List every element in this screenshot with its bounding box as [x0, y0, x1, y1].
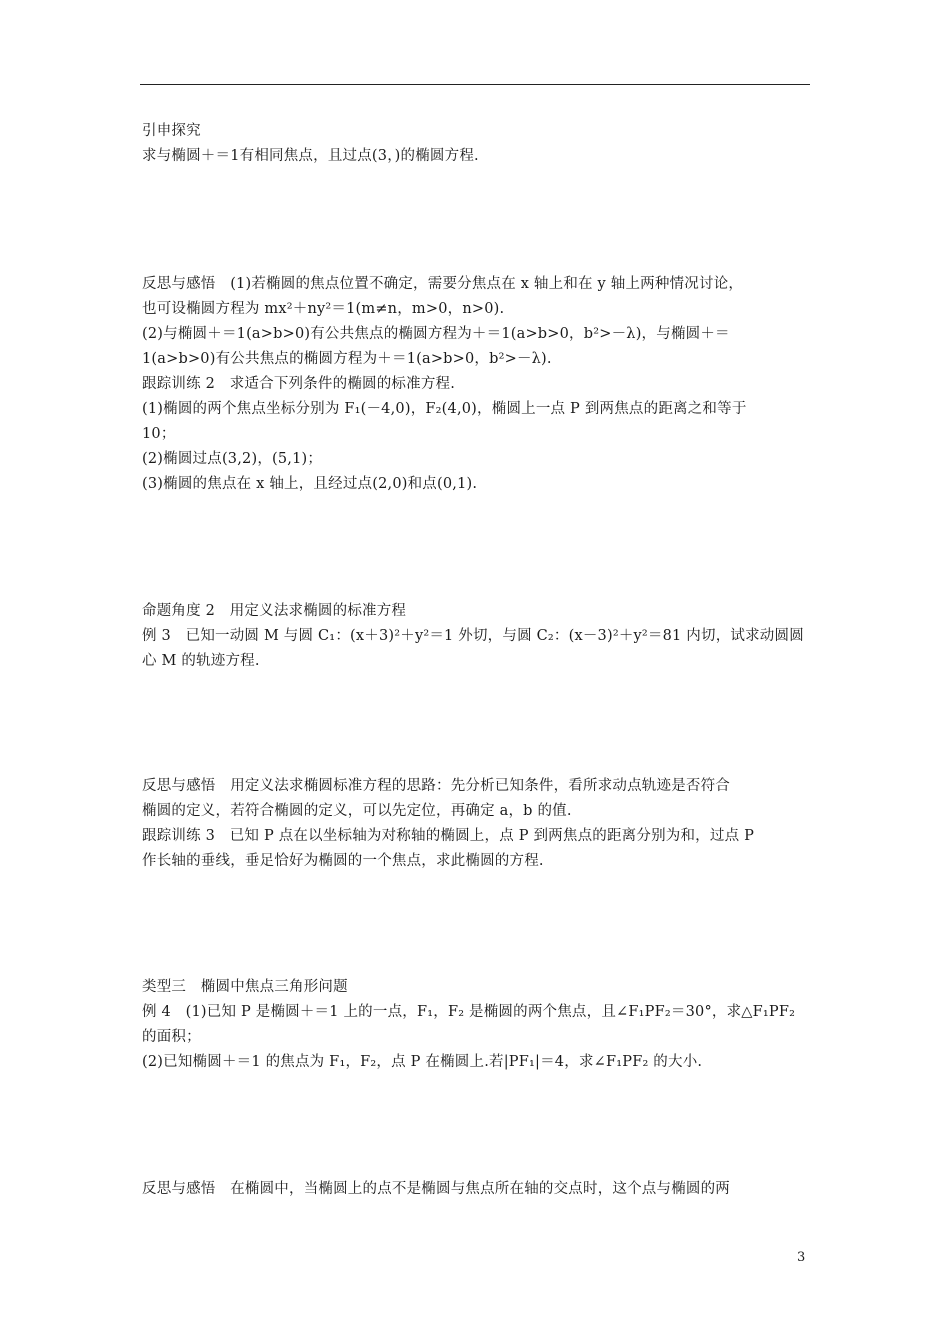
example-4-line-2: 的面积；	[142, 1029, 201, 1045]
training-3-line-1: 跟踪训练 3 已知 P 点在以坐标轴为对称轴的椭圆上，点 P 到两焦点的距离分别为和，过点 P	[142, 828, 755, 844]
reflection-1-line-2: 也可设椭圆方程为 mx²＋ny²＝1(m≠n，m>0，n>0).	[142, 301, 505, 317]
reflection-1-line-1: 反思与感悟 (1)若椭圆的焦点位置不确定，需要分焦点在 x 轴上和在 y 轴上两种情况讨论，	[142, 276, 744, 292]
training-2-line-2: (1)椭圆的两个焦点坐标分别为 F₁(－4,0)，F₂(4,0)，椭圆上一点 P 到两焦点的距离之和等于	[142, 401, 747, 417]
training-2-line-4: (2)椭圆过点(3,2)，(5,1)；	[142, 451, 323, 467]
example-3-line-2: 心 M 的轨迹方程.	[142, 653, 260, 669]
training-3-line-2: 作长轴的垂线，垂足恰好为椭圆的一个焦点，求此椭圆的方程.	[142, 853, 544, 869]
reflection-1-line-4: 1(a>b>0)有公共焦点的椭圆方程为＋＝1(a>b>0，b²>－λ).	[142, 351, 552, 367]
reflection-1-line-3: (2)与椭圆＋＝1(a>b>0)有公共焦点的椭圆方程为＋＝1(a>b>0，b²>－λ)，与椭圆＋＝	[142, 326, 730, 342]
reflection-2-line-1: 反思与感悟 用定义法求椭圆标准方程的思路：先分析已知条件，看所求动点轨迹是否符合	[142, 778, 730, 794]
training-2-line-5: (3)椭圆的焦点在 x 轴上，且经过点(2,0)和点(0,1).	[142, 476, 478, 492]
training-2-heading: 跟踪训练 2 求适合下列条件的椭圆的标准方程.	[142, 376, 456, 392]
example-4-line-3: (2)已知椭圆＋＝1 的焦点为 F₁，F₂，点 P 在椭圆上.若|PF₁|＝4，求∠F₁PF₂ 的大小.	[142, 1054, 703, 1070]
reflection-2-line-2: 椭圆的定义，若符合椭圆的定义，可以先定位，再确定 a，b 的值.	[142, 803, 572, 819]
extend-heading: 引申探究	[142, 123, 201, 139]
example-4-line-1: 例 4 (1)已知 P 是椭圆＋＝1 上的一点，F₁，F₂ 是椭圆的两个焦点，且∠F₁PF₂＝30°，求△F₁PF₂	[142, 1004, 796, 1020]
header-rule	[140, 84, 810, 85]
reflection-3-line-1: 反思与感悟 在椭圆中，当椭圆上的点不是椭圆与焦点所在轴的交点时，这个点与椭圆的两	[142, 1181, 730, 1197]
type-3-heading: 类型三 椭圆中焦点三角形问题	[142, 979, 348, 995]
training-2-line-3: 10；	[142, 426, 176, 442]
example-3-line-1: 例 3 已知一动圆 M 与圆 C₁：(x＋3)²＋y²＝1 外切，与圆 C₂：(x－3)²＋y²＝81 内切，试求动圆圆	[142, 628, 804, 644]
extend-problem: 求与椭圆＋＝1有相同焦点，且过点(3，)的椭圆方程.	[142, 148, 479, 164]
page-number: 3	[797, 1250, 806, 1265]
angle-2-heading: 命题角度 2 用定义法求椭圆的标准方程	[142, 603, 407, 619]
